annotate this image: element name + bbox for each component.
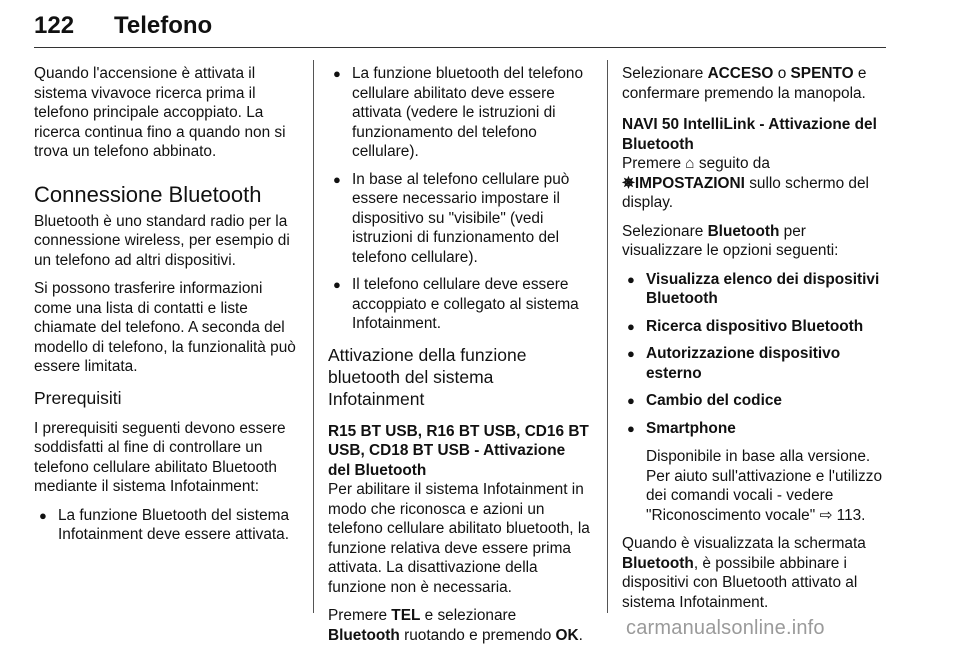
home-icon: ⌂ [685, 155, 695, 172]
text-span: Quando è visualizzata la schermata [622, 535, 866, 552]
text-span: o [773, 65, 791, 82]
option-search-device: ● Ricerca dispositivo Bluetooth [622, 317, 884, 337]
paragraph-pairing [622, 534, 884, 612]
subheading-models: R15 BT USB, R16 BT USB, CD16 BT USB, CD18 BT USB - Attivazione del Bluetooth [328, 422, 589, 479]
page-title: Telefono [114, 12, 213, 39]
impostazioni-label: IMPOSTAZIONI [634, 174, 745, 192]
page-number: 122 [34, 12, 75, 39]
paragraph-enable: Per abilitare il sistema Infotainment in modo che riconosca e azioni un telefono cellulare abilitato bluetooth, la funzione relativa deve essere prima attivata. La disattivazione della funzione non è necessaria. [328, 481, 590, 596]
smartphone-note [622, 447, 884, 525]
tel-key-label: TEL [391, 607, 421, 624]
column-divider-2 [607, 60, 608, 613]
text-span: e confermare premendo la manopola. [622, 65, 867, 102]
bluetooth-options-list [622, 270, 884, 439]
ok-key-label: OK [555, 626, 579, 644]
column-divider-1 [313, 60, 314, 613]
list-item: ● La funzione bluetooth del telefono cellulare abilitato deve essere attivata (vedere le istruzioni di funzionamento del telefono cellulare). [328, 64, 590, 162]
text-span: sullo schermo del display. [622, 174, 869, 211]
paragraph-select-bluetooth [622, 222, 884, 261]
paragraph-bluetooth-standard: Bluetooth è uno standard radio per la connessione wireless, per esempio di un telefono ad altri dispositivi. [34, 212, 290, 269]
paragraph-select-on-off [622, 64, 884, 103]
intro-paragraph: Quando l'accensione è attivata il sistema vivavoce ricerca prima il telefono principale accoppiato. La ricerca continua fino a quando non si trova un telefono abbinato. [34, 65, 286, 160]
text-span: , è possibile abbinare i dispositivi con Bluetooth attivato al sistema Infotainment. [622, 554, 858, 611]
text-span: Selezionare [622, 222, 708, 240]
text-span: seguito da [694, 155, 770, 172]
text-span: Premere [622, 155, 686, 172]
column-3 [622, 64, 884, 621]
option-view-device-list: ● Visualizza elenco dei dispositivi Bluetooth [622, 270, 884, 309]
prerequisites-list [34, 506, 298, 545]
text-span: 113. [832, 506, 866, 524]
text-span: Premere [328, 607, 392, 624]
bluetooth-screen-label: Bluetooth [622, 554, 694, 572]
header-divider [34, 47, 886, 48]
paragraph-press-home [622, 154, 884, 213]
text-span: ruotando e premendo [399, 626, 556, 644]
acceso-label: ACCESO [707, 65, 774, 82]
heading-bluetooth-connection: Connessione Bluetooth [34, 181, 262, 207]
list-item: ● La funzione Bluetooth del sistema Infotainment deve essere attivata. [34, 506, 298, 545]
heading-activation: Attivazione della funzione bluetooth del sistema Infotainment [328, 344, 527, 409]
option-authorize-device: ● Autorizzazione dispositivo esterno [622, 344, 884, 383]
page-reference-icon: ⇨ [819, 506, 833, 524]
text-span: per visualizzare le opzioni seguenti: [622, 222, 839, 259]
column-1 [34, 64, 298, 554]
watermark: carmanualsonline.info [626, 617, 825, 639]
list-item: ● In base al telefono cellulare può essere necessario impostare il dispositivo su "visibile" (vedi istruzioni di funzionamento del telefono cellulare). [328, 170, 590, 268]
heading-navi50: NAVI 50 IntelliLink - Attivazione del Bluetooth [622, 116, 877, 153]
bluetooth-menu-label: Bluetooth [707, 222, 780, 240]
gear-icon: ✵ [622, 174, 635, 192]
text-span: e selezionare [420, 607, 517, 624]
prerequisites-list-continued [328, 64, 590, 334]
heading-prerequisites: Prerequisiti [34, 387, 122, 408]
paragraph-prerequisites: I prerequisiti seguenti devono essere soddisfatti al fine di controllare un telefono cellulare abilitato Bluetooth mediante il sistema Infotainment: [34, 419, 286, 495]
bluetooth-menu-label: Bluetooth [328, 626, 400, 644]
option-smartphone: ● Smartphone [622, 419, 884, 439]
column-2 [328, 64, 590, 654]
text-span: Selezionare [622, 65, 708, 82]
option-change-code: ● Cambio del codice [622, 391, 884, 411]
text-span: . [578, 626, 583, 644]
page-header [34, 6, 886, 46]
text-span: Disponibile in base alla versione. Per aiuto sull'attivazione e l'utilizzo dei comandi vocali - vedere "Riconoscimento vocale" [646, 448, 882, 524]
paragraph-transfer-info: Si possono trasferire informazioni come una lista di contatti e liste chiamate del telefono. A seconda del modello di telefono, la funzionalità può essere limitata. [34, 280, 296, 375]
list-item: ● Il telefono cellulare deve essere accoppiato e collegato al sistema Infotainment. [328, 275, 590, 334]
spento-label: SPENTO [790, 65, 854, 82]
paragraph-press-tel [328, 606, 590, 645]
